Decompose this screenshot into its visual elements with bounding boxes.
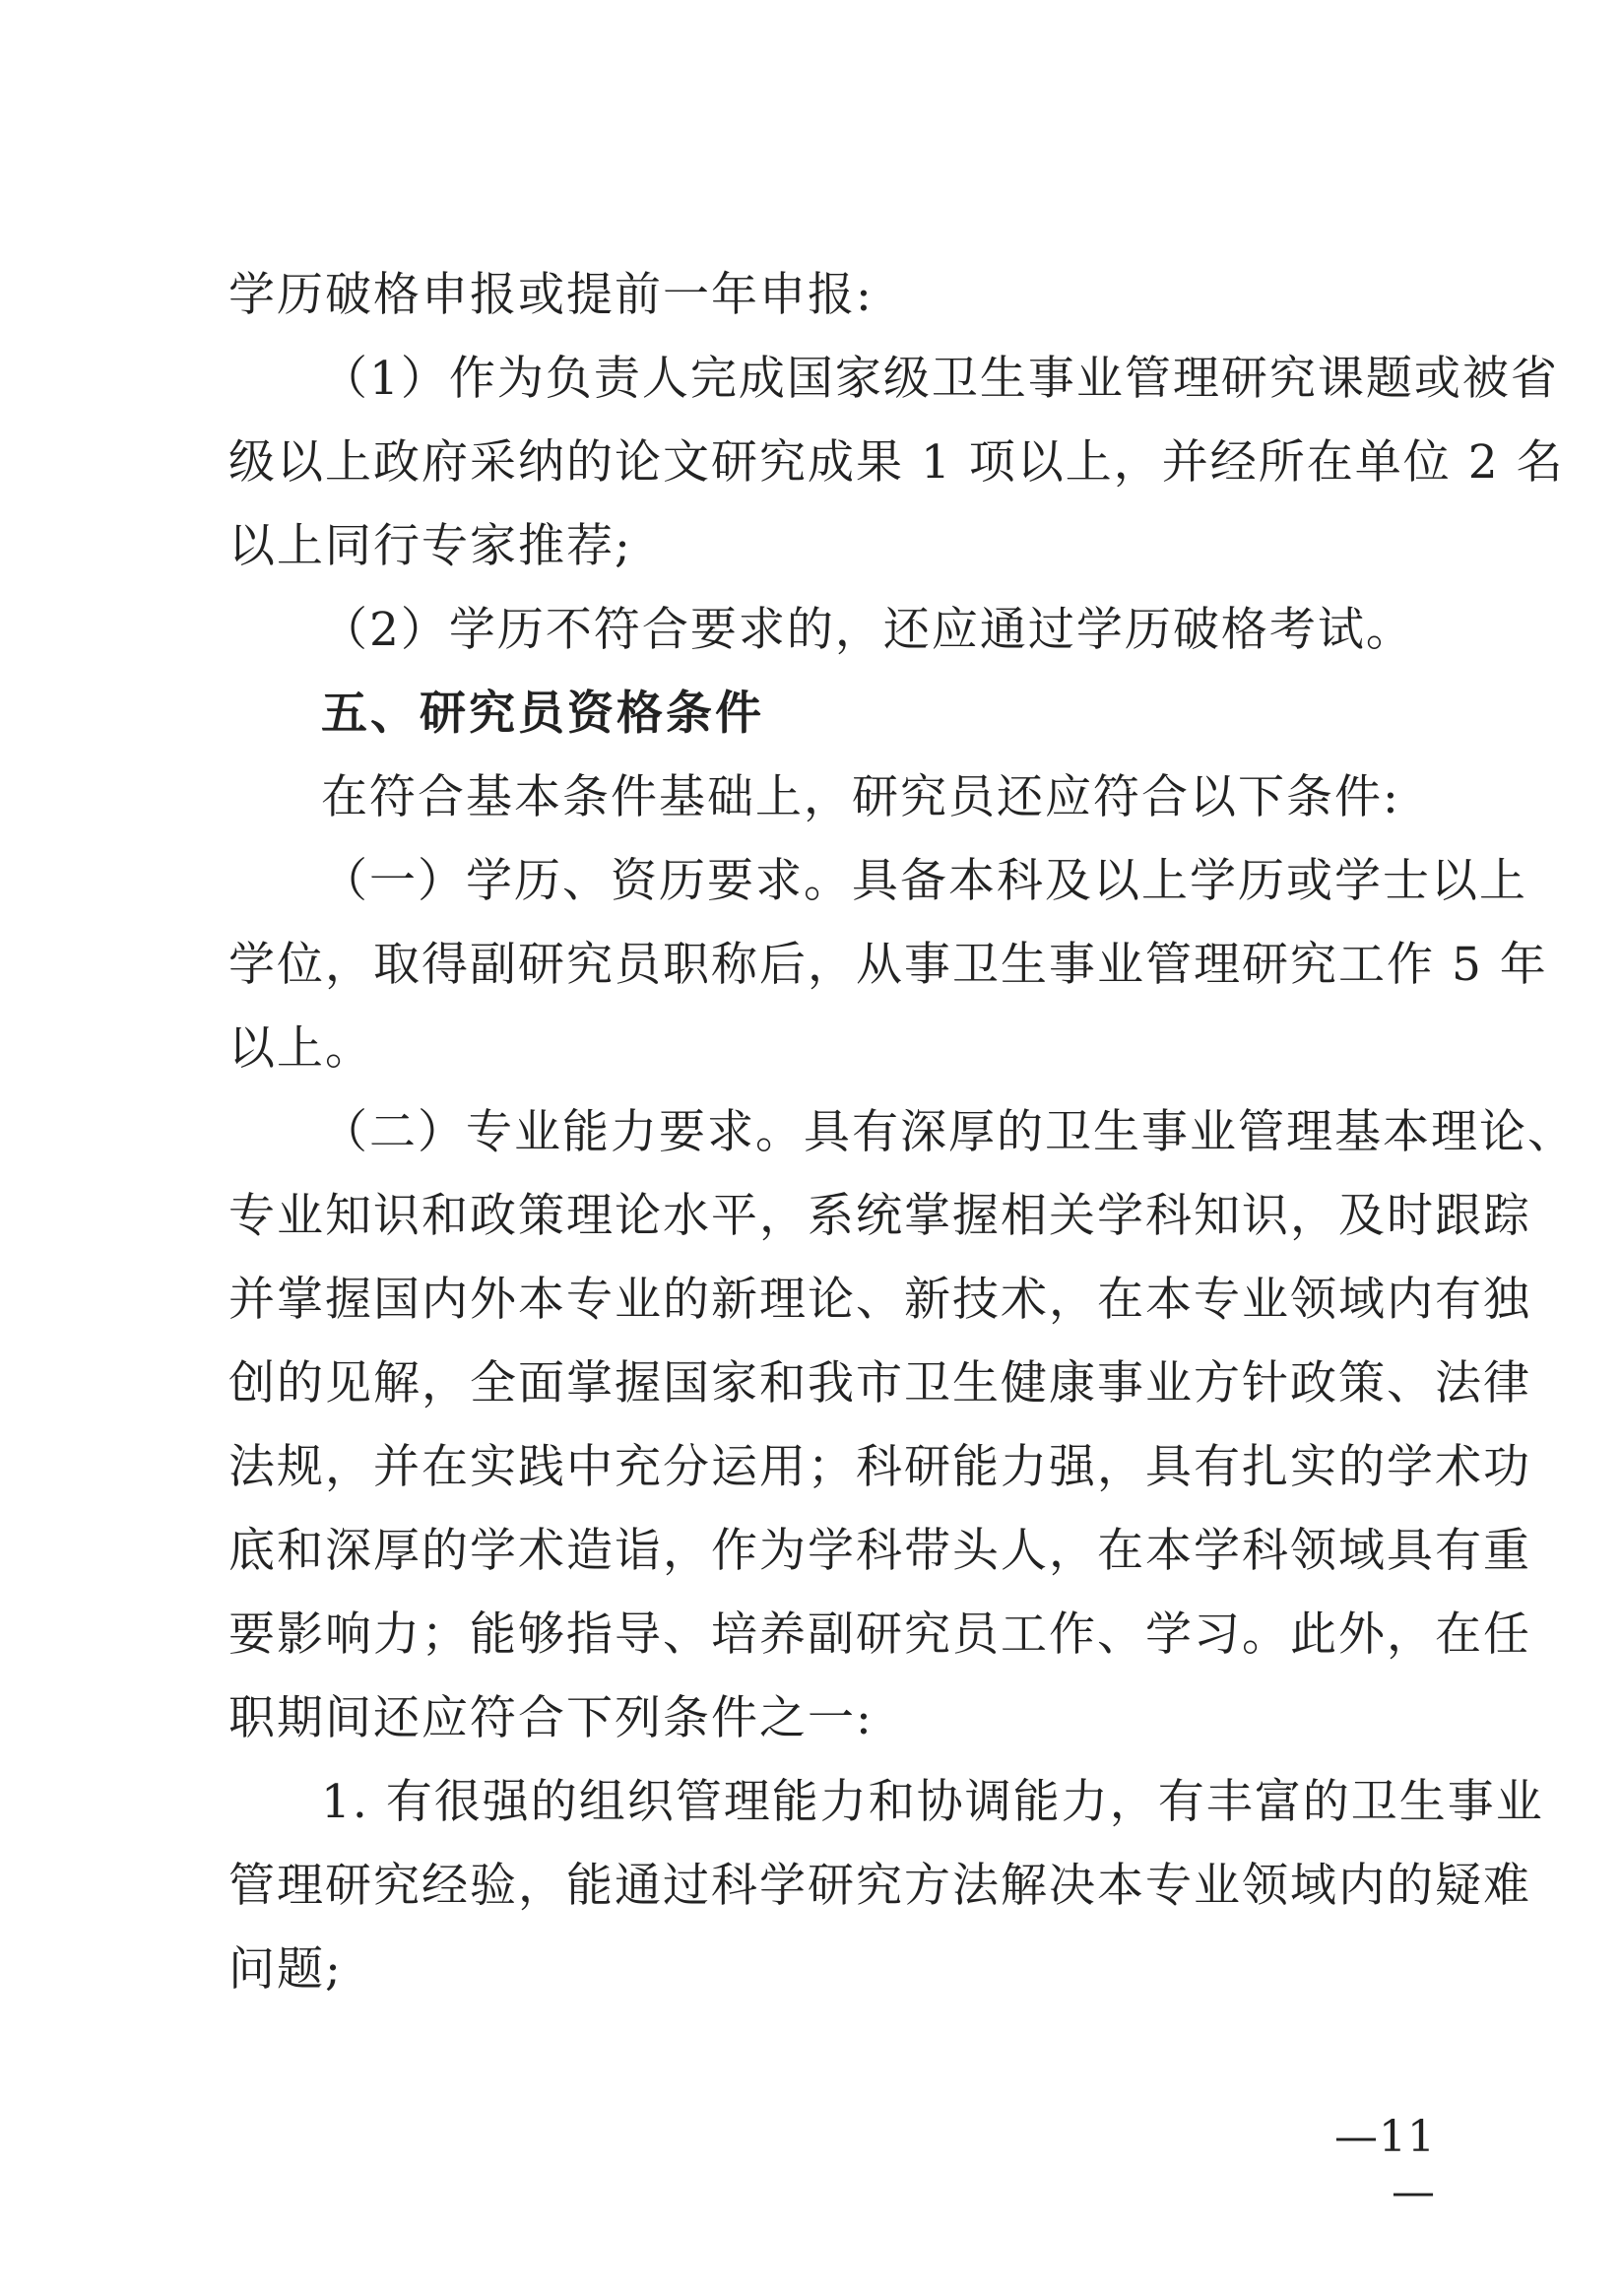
section-heading: 五、研究员资格条件 [321, 687, 764, 741]
text-line: 以上同行专家推荐; [228, 519, 632, 573]
text-line: 职期间还应符合下列条件之一: [228, 1691, 874, 1745]
text-line: （2）学历不符合要求的，还应通过学历破格考试。 [321, 603, 1414, 657]
text-line: 管理研究经验，能通过科学研究方法解决本专业领域内的疑难 [228, 1859, 1531, 1913]
text-line: 并掌握国内外本专业的新理论、新技术，在本专业领域内有独 [228, 1273, 1531, 1327]
text-line: 1. 有很强的组织管理能力和协调能力，有丰富的卫生事业 [321, 1775, 1544, 1829]
text-line: 创的见解，全面掌握国家和我市卫生健康事业方针政策、法律 [228, 1356, 1531, 1410]
text-line: 级以上政府采纳的论文研究成果 1 项以上，并经所在单位 2 名 [228, 435, 1565, 490]
text-line: 以上。 [228, 1021, 373, 1076]
text-line: （1）作为负责人完成国家级卫生事业管理研究课题或被省 [321, 352, 1559, 406]
text-line: 问题; [228, 1942, 343, 1997]
text-line: 专业知识和政策理论水平，系统掌握相关学科知识，及时跟踪 [228, 1189, 1531, 1243]
text-line: 学历破格申报或提前一年申报: [228, 268, 874, 322]
text-line: 学位，取得副研究员职称后，从事卫生事业管理研究工作 5 年 [228, 938, 1548, 992]
text-line: （一）学历、资历要求。具备本科及以上学历或学士以上 [321, 854, 1527, 908]
text-line: 底和深厚的学术造诣，作为学科带头人，在本学科领域具有重 [228, 1524, 1531, 1578]
page-number: —11— [1334, 2112, 1436, 2217]
text-line: （二）专业能力要求。具有深厚的卫生事业管理基本理论、 [321, 1105, 1576, 1159]
text-line: 要影响力；能够指导、培养副研究员工作、学习。此外，在任 [228, 1607, 1531, 1662]
text-line: 法规，并在实践中充分运用；科研能力强，具有扎实的学术功 [228, 1440, 1531, 1494]
text-line: 在符合基本条件基础上，研究员还应符合以下条件: [321, 770, 1400, 824]
